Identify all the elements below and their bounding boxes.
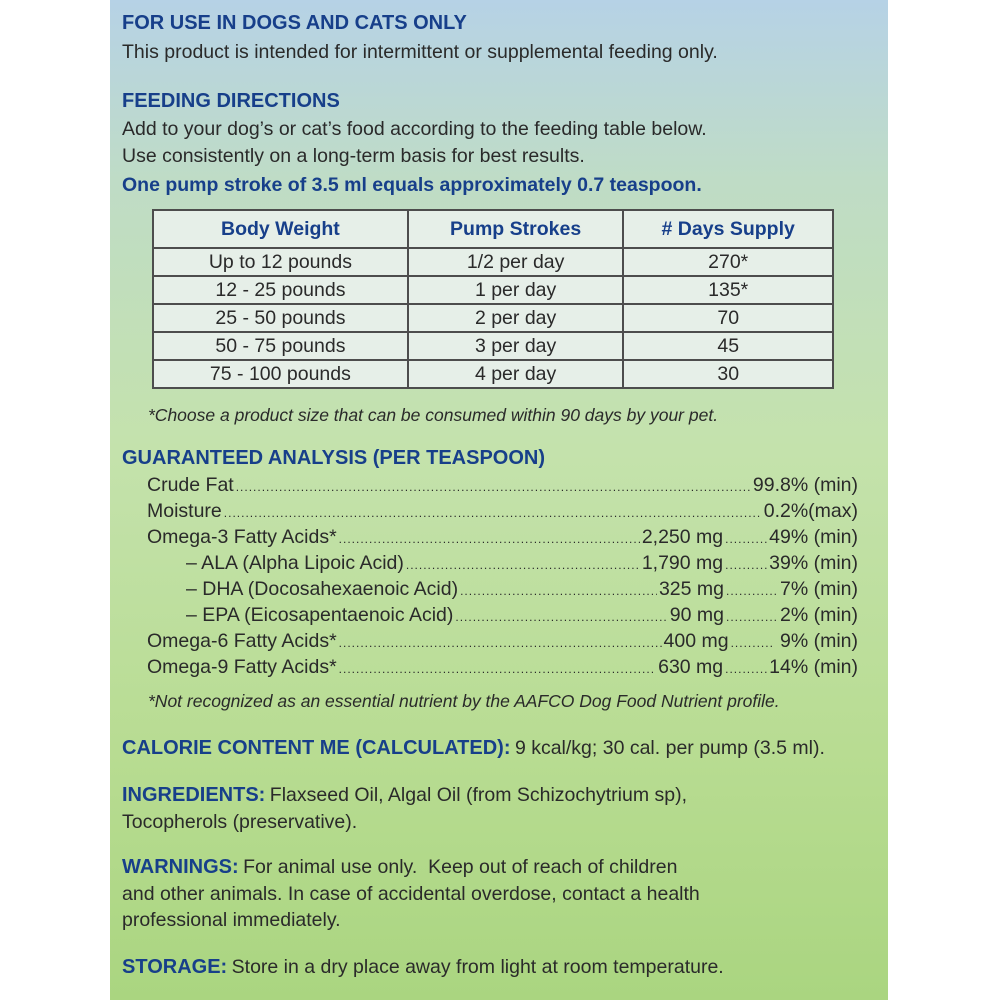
storage-label: STORAGE: <box>122 956 228 978</box>
storage-line <box>122 956 724 979</box>
label-panel <box>110 0 888 1000</box>
analysis-percent: 7% (min) <box>779 578 858 600</box>
cell-body-weight: Up to 12 pounds <box>153 248 408 276</box>
analysis-percent: 39% (min) <box>769 552 858 574</box>
analysis-amount: 630 mg <box>658 656 724 678</box>
cell-pump-strokes: 2 per day <box>408 304 624 332</box>
feeding-footnote: *Choose a product size that can be consumed within 90 days by your pet. <box>148 405 719 425</box>
cell-pump-strokes: 1 per day <box>408 276 624 304</box>
leader-dots <box>726 610 778 624</box>
leader-dots <box>725 662 767 676</box>
cell-days-supply: 45 <box>623 332 833 360</box>
ingredients-line-2: Tocopherols (preservative). <box>122 811 358 833</box>
ingredients-label: INGREDIENTS: <box>122 784 266 806</box>
table-row <box>153 276 833 304</box>
cell-body-weight: 75 - 100 pounds <box>153 360 408 388</box>
leader-dots <box>339 532 640 546</box>
ingredients-line-1 <box>122 784 687 807</box>
analysis-label: Crude Fat <box>147 474 234 496</box>
calorie-label: CALORIE CONTENT ME (CALCULATED): <box>122 737 511 759</box>
warnings-line-2: and other animals. In case of accidental overdose, contact a health <box>122 883 700 905</box>
warnings-text-1: For animal use only. Keep out of reach of children <box>243 856 678 878</box>
use-heading: FOR USE IN DOGS AND CATS ONLY <box>122 12 467 34</box>
leader-dots <box>726 584 778 598</box>
analysis-row-omega-3 <box>147 526 858 549</box>
analysis-percent: 2% (min) <box>779 604 858 626</box>
cell-pump-strokes: 1/2 per day <box>408 248 624 276</box>
leader-dots <box>236 480 751 494</box>
use-text: This product is intended for intermittent or supplemental feeding only. <box>122 41 718 63</box>
analysis-amount: 325 mg <box>658 578 724 600</box>
analysis-row-omega-9 <box>147 656 858 679</box>
leader-dots <box>339 662 656 676</box>
ingredients-text-1: Flaxseed Oil, Algal Oil (from Schizochytrium sp), <box>269 784 687 806</box>
cell-pump-strokes: 3 per day <box>408 332 624 360</box>
analysis-percent: 99.8% (min) <box>752 474 858 496</box>
analysis-row-ala <box>186 552 858 575</box>
analysis-amount: 2,250 mg <box>641 526 724 548</box>
table-row <box>153 304 833 332</box>
table-row <box>153 248 833 276</box>
cell-days-supply: 30 <box>623 360 833 388</box>
analysis-amount: 1,790 mg <box>641 552 724 574</box>
calorie-line <box>122 737 825 760</box>
cell-body-weight: 12 - 25 pounds <box>153 276 408 304</box>
analysis-amount: 90 mg <box>669 604 724 626</box>
analysis-heading: GUARANTEED ANALYSIS (PER TEASPOON) <box>122 447 546 469</box>
leader-dots <box>460 584 657 598</box>
analysis-row-epa <box>186 604 858 627</box>
analysis-label: Moisture <box>147 500 222 522</box>
cell-body-weight: 50 - 75 pounds <box>153 332 408 360</box>
analysis-label: Omega-6 Fatty Acids* <box>147 630 337 652</box>
analysis-row-omega-6 <box>147 630 858 653</box>
analysis-amount: 400 mg <box>663 630 729 652</box>
table-row <box>153 360 833 388</box>
analysis-row-moisture <box>147 500 858 523</box>
feeding-line-1: Add to your dog’s or cat’s food according to the feeding table below. <box>122 118 707 140</box>
cell-days-supply: 70 <box>623 304 833 332</box>
warnings-line-1 <box>122 856 677 879</box>
leader-dots <box>455 610 667 624</box>
analysis-row-dha <box>186 578 858 601</box>
feeding-table <box>152 209 834 389</box>
cell-pump-strokes: 4 per day <box>408 360 624 388</box>
leader-dots <box>725 532 767 546</box>
analysis-percent: 0.2%(max) <box>763 500 858 522</box>
header-body-weight: Body Weight <box>153 210 408 248</box>
analysis-footnote: *Not recognized as an essential nutrient by the AAFCO Dog Food Nutrient profile. <box>148 691 780 711</box>
warnings-line-3: professional immediately. <box>122 909 341 931</box>
header-days-supply: # Days Supply <box>623 210 833 248</box>
feeding-line-2: Use consistently on a long-term basis for best results. <box>122 145 585 167</box>
leader-dots <box>406 558 640 572</box>
table-row <box>153 332 833 360</box>
leader-dots <box>339 636 662 650</box>
analysis-percent: 9% (min) <box>774 630 858 652</box>
analysis-percent: 14% (min) <box>769 656 858 678</box>
analysis-label: – ALA (Alpha Lipoic Acid) <box>186 552 404 574</box>
feeding-heading: FEEDING DIRECTIONS <box>122 90 340 112</box>
cell-days-supply: 135* <box>623 276 833 304</box>
warnings-label: WARNINGS: <box>122 856 239 878</box>
leader-dots <box>731 636 773 650</box>
analysis-label: – EPA (Eicosapentaenoic Acid) <box>186 604 454 626</box>
cell-days-supply: 270* <box>623 248 833 276</box>
analysis-label: – DHA (Docosahexaenoic Acid) <box>186 578 459 600</box>
analysis-label: Omega-3 Fatty Acids* <box>147 526 337 548</box>
cell-body-weight: 25 - 50 pounds <box>153 304 408 332</box>
analysis-label: Omega-9 Fatty Acids* <box>147 656 337 678</box>
pump-note: One pump stroke of 3.5 ml equals approximately 0.7 teaspoon. <box>122 174 702 196</box>
header-pump-strokes: Pump Strokes <box>408 210 624 248</box>
analysis-row-crude-fat <box>147 474 858 497</box>
analysis-percent: 49% (min) <box>769 526 858 548</box>
feeding-table-header <box>153 210 833 248</box>
leader-dots <box>224 506 762 520</box>
calorie-text: 9 kcal/kg; 30 cal. per pump (3.5 ml). <box>514 737 825 759</box>
leader-dots <box>725 558 767 572</box>
storage-text: Store in a dry place away from light at room temperature. <box>231 956 724 978</box>
